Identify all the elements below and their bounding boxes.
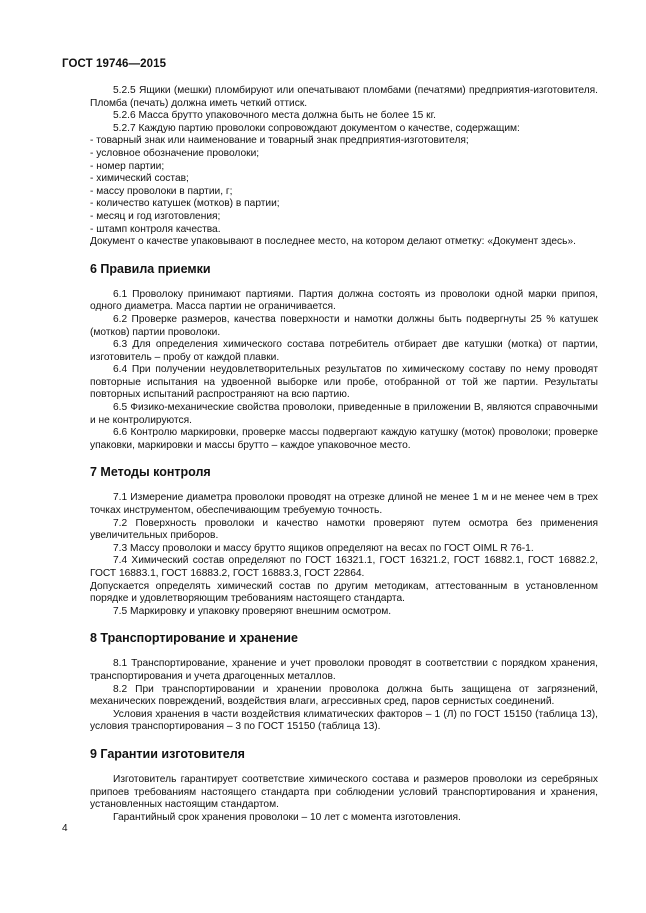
page-content — [90, 85, 598, 824]
list-item: - штамп контроля качества. — [90, 223, 221, 235]
paragraph-7-1: 7.1 Измерение диаметра проволоки проводят на отрезке длиной не менее 1 м и не менее чем в трех точках инструментом, обеспечивающим требуемую точность. — [90, 492, 598, 517]
paragraph-9-2: Гарантийный срок хранения проволоки – 10 лет с момента изготовления. — [113, 811, 461, 823]
paragraph-6-2: 6.2 Проверке размеров, качества поверхности и намотки должны быть подвергнуты 25 % катушек (мотков) партии проволоки. — [90, 313, 598, 338]
section-heading-7: 7 Методы контроля — [90, 465, 211, 480]
paragraph-5-2-6: 5.2.6 Масса брутто упаковочного места должна быть не более 15 кг. — [113, 110, 436, 122]
paragraph-7-4-note: Допускается определять химический состав по другим методикам, аттестованным в установленном порядке и удовлетворяющим требованиям настоящего стандарта. — [90, 580, 598, 605]
paragraph-6-5: 6.5 Физико-механические свойства проволоки, приведенные в приложении В, являются справочными и не контролируются. — [90, 402, 598, 426]
paragraph-7-3: 7.3 Массу проволоки и массу брутто ящиков определяют на весах по ГОСТ OIML R 76-1. — [113, 542, 534, 554]
list-item: - массу проволоки в партии, г; — [90, 185, 233, 197]
document-header: ГОСТ 19746—2015 — [62, 58, 167, 70]
list-item: - условное обозначение проволоки; — [90, 147, 260, 159]
page-number: 4 — [62, 823, 68, 834]
paragraph-5-2-7: 5.2.7 Каждую партию проволоки сопровождают документом о качестве, содержащим: — [113, 122, 520, 134]
section-heading-8: 8 Транспортирование и хранение — [90, 631, 298, 646]
paragraph-6-6: 6.6 Контролю маркировки, проверке массы подвергают каждую катушку (моток) проволоки; проверке упаковки, маркировки и массы брутто – каждое упаковочное место. — [90, 427, 598, 451]
list-item: - товарный знак или наименование и товарный знак предприятия-изготовителя; — [90, 135, 469, 147]
paragraph-document-note: Документ о качестве упаковывают в последнее место, на котором делают отметку: «Документ здесь». — [90, 236, 576, 248]
paragraph-8-2: 8.2 При транспортировании и хранении проволока должна быть защищена от загрязнений, механических повреждений, воздействия влаги, агрессивных сред, паров сернистых соединений. — [90, 683, 598, 708]
list-item: - номер партии; — [90, 160, 165, 172]
list-item: - количество катушек (мотков) в партии; — [90, 198, 280, 210]
paragraph-8-3: Условия хранения в части воздействия климатических факторов – 1 (Л) по ГОСТ 15150 (таблица 13), условия транспортирования – 3 по ГОСТ 15150 (таблица 13). — [90, 708, 598, 733]
section-heading-9: 9 Гарантии изготовителя — [90, 746, 245, 761]
paragraph-7-2: 7.2 Поверхность проволоки и качество намотки проверяют путем осмотра без применения увеличительных приборов. — [90, 517, 598, 542]
paragraph-9-1: Изготовитель гарантирует соответствие химического состава и размеров проволоки из серебряных припоев требованиям настоящего стандарта при соблюдении условий транспортирования и хранения, установленных настоящим стандартом. — [90, 773, 598, 811]
section-heading-6: 6 Правила приемки — [90, 261, 211, 276]
paragraph-8-1: 8.1 Транспортирование, хранение и учет проволоки проводят в соответствии с порядком хранения, транспортирования и учета драгоценных металлов. — [90, 658, 598, 682]
paragraph-5-2-5: 5.2.5 Ящики (мешки) пломбируют или опечатывают пломбами (печатями) предприятия-изготовителя. Пломба (печать) должна иметь четкий оттиск. — [90, 85, 598, 109]
paragraph-6-1: 6.1 Проволоку принимают партиями. Партия должна состоять из проволоки одной марки припоя, одного диаметра. Масса партии не ограничивается. — [90, 288, 598, 313]
paragraph-6-4: 6.4 При получении неудовлетворительных результатов по химическому составу по нему проводят повторные испытания на удвоенной выборке или пробе, отобранной от той же партии. Результаты повторных испытаний распространяют на всю партию. — [90, 364, 598, 401]
list-item: - химический состав; — [90, 173, 189, 185]
paragraph-6-3: 6.3 Для определения химического состава потребитель отбирает две катушки (мотка) от партии, изготовитель – пробу от каждой плавки. — [90, 339, 598, 363]
paragraph-7-5: 7.5 Маркировку и упаковку проверяют внешним осмотром. — [113, 605, 392, 617]
paragraph-7-4: 7.4 Химический состав определяют по ГОСТ 16321.1, ГОСТ 16321.2, ГОСТ 16882.1, ГОСТ 16882.2, ГОСТ 16883.1, ГОСТ 16883.2, ГОСТ 16883.3, ГОСТ 22864. — [90, 555, 598, 579]
list-item: - месяц и год изготовления; — [90, 210, 221, 222]
